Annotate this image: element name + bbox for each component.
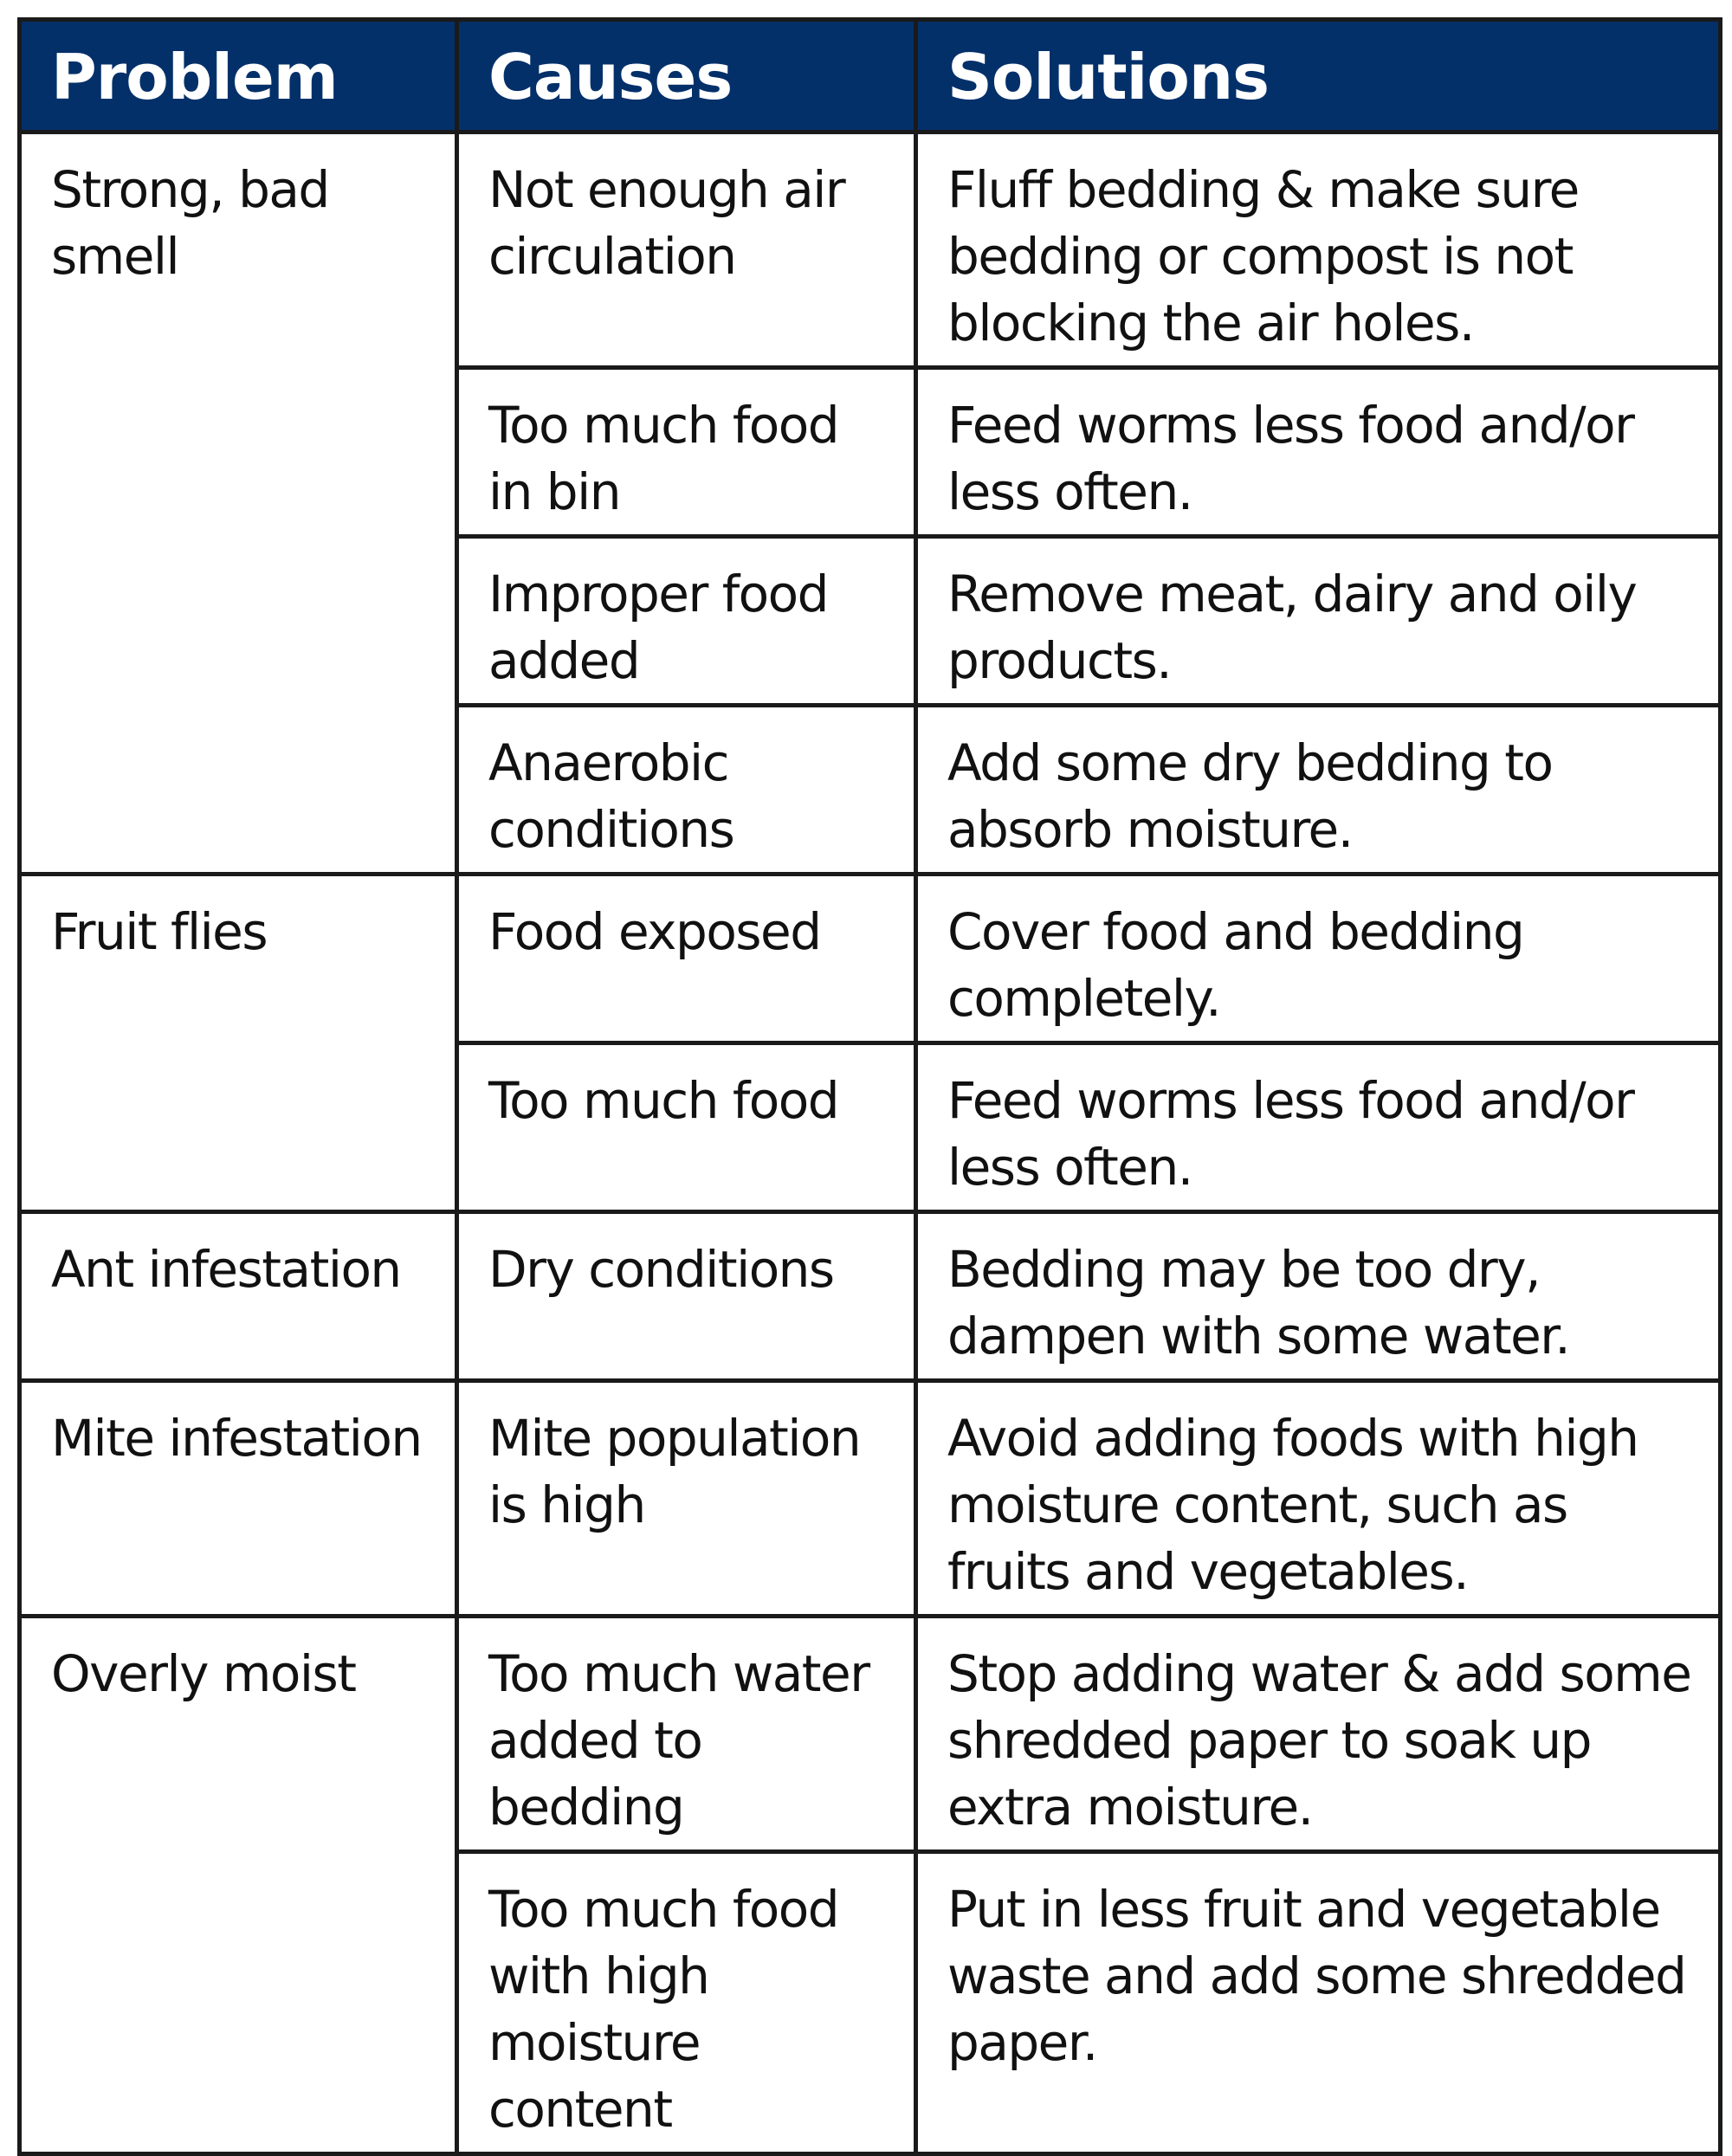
cause-cell: Dry conditions xyxy=(457,1212,916,1381)
solution-cell: Remove meat, dairy and oily products. xyxy=(916,537,1721,706)
header-solutions: Solutions xyxy=(916,20,1721,132)
problem-cell: Mite infestation xyxy=(20,1381,457,1617)
solution-cell: Stop adding water & add some shredded paper to soak up extra moisture. xyxy=(916,1617,1721,1852)
solution-cell: Fluff bedding & make sure bedding or compost is not blocking the air holes. xyxy=(916,132,1721,368)
cause-cell: Mite population is high xyxy=(457,1381,916,1617)
cause-cell: Too much food in bin xyxy=(457,368,916,537)
problem-cell: Overly moist xyxy=(20,1617,457,2154)
solution-cell: Put in less fruit and vegetable waste and add some shredded paper. xyxy=(916,1852,1721,2154)
table-row xyxy=(20,1212,1721,1381)
solution-cell: Feed worms less food and/or less often. xyxy=(916,368,1721,537)
header-row xyxy=(20,20,1721,132)
header-causes: Causes xyxy=(457,20,916,132)
solution-cell: Add some dry bedding to absorb moisture. xyxy=(916,706,1721,875)
troubleshooting-table xyxy=(17,17,1722,2156)
table-header xyxy=(20,20,1721,132)
header-problem: Problem xyxy=(20,20,457,132)
cause-cell: Improper food added xyxy=(457,537,916,706)
cause-cell: Food exposed xyxy=(457,875,916,1043)
table-row xyxy=(20,875,1721,1043)
table-row xyxy=(20,132,1721,368)
solution-cell: Avoid adding foods with high moisture content, such as fruits and vegetables. xyxy=(916,1381,1721,1617)
problem-cell: Strong, bad smell xyxy=(20,132,457,875)
table-row xyxy=(20,1617,1721,1852)
cause-cell: Anaerobic conditions xyxy=(457,706,916,875)
cause-cell: Not enough air circulation xyxy=(457,132,916,368)
solution-cell: Bedding may be too dry, dampen with some water. xyxy=(916,1212,1721,1381)
table-body xyxy=(20,132,1721,2154)
cause-cell: Too much food xyxy=(457,1043,916,1212)
problem-cell: Fruit flies xyxy=(20,875,457,1212)
table-row xyxy=(20,1381,1721,1617)
solution-cell: Feed worms less food and/or less often. xyxy=(916,1043,1721,1212)
troubleshooting-table-container xyxy=(17,17,1718,2139)
cause-cell: Too much food with high moisture content xyxy=(457,1852,916,2154)
problem-cell: Ant infestation xyxy=(20,1212,457,1381)
cause-cell: Too much water added to bedding xyxy=(457,1617,916,1852)
solution-cell: Cover food and bedding completely. xyxy=(916,875,1721,1043)
